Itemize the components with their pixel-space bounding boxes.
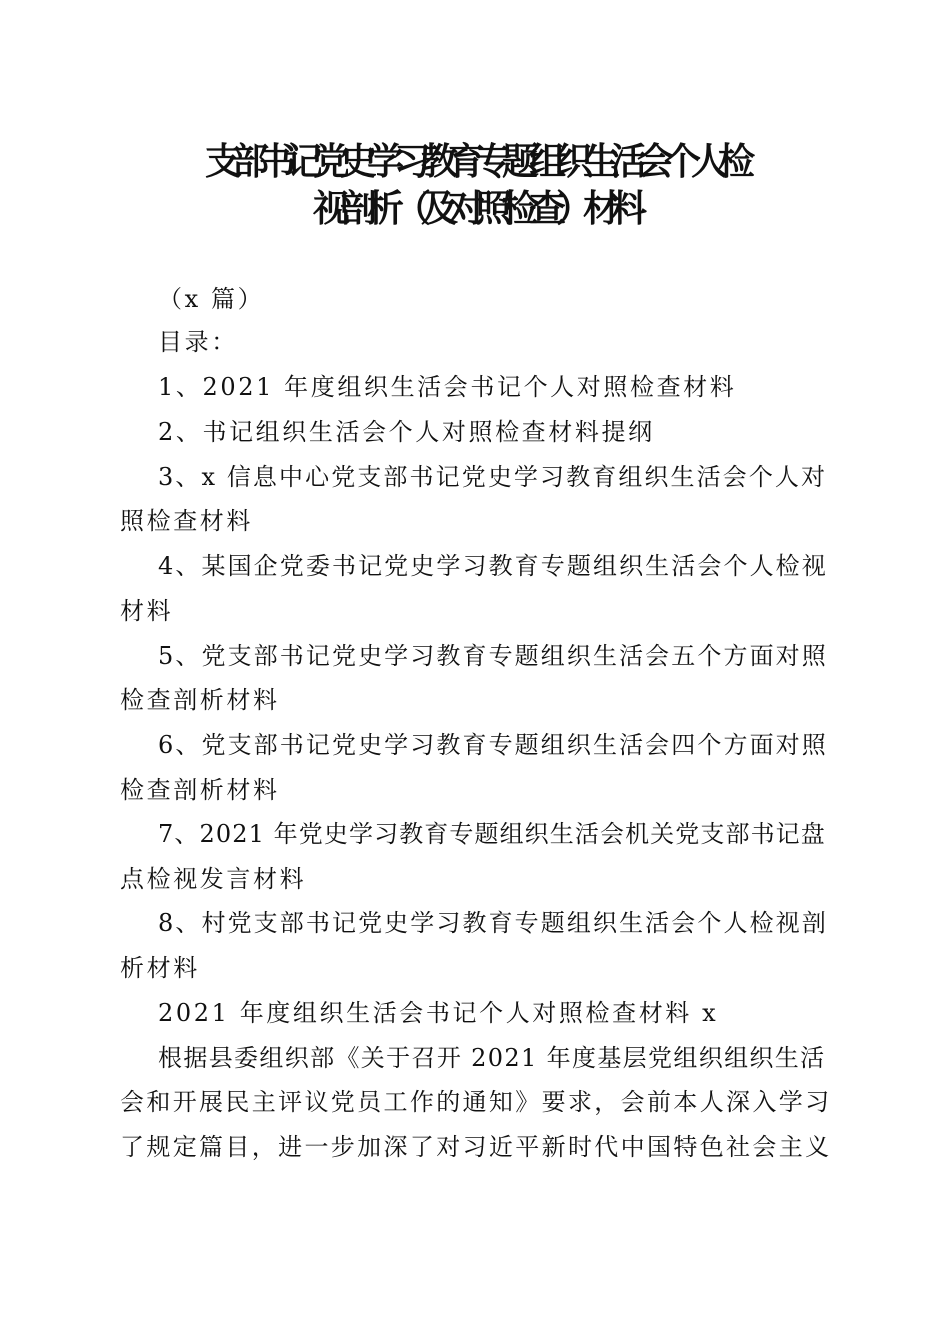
toc-item-6: 6、党支部书记党史学习教育专题组织生活会四个方面对照 (158, 731, 828, 759)
body-line-2: 会和开展民主评议党员工作的通知》要求，会前本人深入学习 (120, 1088, 832, 1116)
toc-item-1: 1、2021 年度组织生活会书记个人对照检查材料 (158, 373, 737, 401)
body-line-1: 根据县委组织部《关于召开 2021 年度基层党组织组织生活 (158, 1044, 826, 1072)
toc-item-4: 4、某国企党委书记党史学习教育专题组织生活会个人检视 (158, 552, 828, 580)
toc-item-7-continued: 点检视发言材料 (120, 865, 307, 893)
toc-item-8: 8、村党支部书记党史学习教育专题组织生活会个人检视剖 (158, 909, 828, 937)
toc-item-2: 2、书记组织生活会个人对照检查材料提纲 (158, 418, 655, 446)
section-heading: 2021 年度组织生活会书记个人对照检查材料 x (158, 999, 719, 1027)
toc-item-8-continued: 析材料 (120, 954, 200, 982)
article-count-note: （x 篇） (158, 285, 265, 313)
document-title-line-1: 支部书记党史学习教育专题组织生活会个人检 (205, 139, 745, 183)
toc-item-7: 7、2021 年党史学习教育专题组织生活会机关党支部书记盘 (158, 820, 826, 848)
toc-item-6-continued: 检查剖析材料 (120, 776, 280, 804)
toc-label: 目录： (158, 328, 238, 356)
toc-item-3: 3、x 信息中心党支部书记党史学习教育组织生活会个人对 (158, 463, 828, 491)
body-line-3: 了规定篇目，进一步加深了对习近平新时代中国特色社会主义 (120, 1133, 832, 1161)
toc-item-3-continued: 照检查材料 (120, 507, 253, 535)
toc-item-5: 5、党支部书记党史学习教育专题组织生活会五个方面对照 (158, 642, 828, 670)
toc-item-4-continued: 材料 (120, 597, 174, 625)
toc-item-5-continued: 检查剖析材料 (120, 686, 280, 714)
document-title-line-2: 视剖析（及对照检查）材料 (313, 186, 637, 230)
